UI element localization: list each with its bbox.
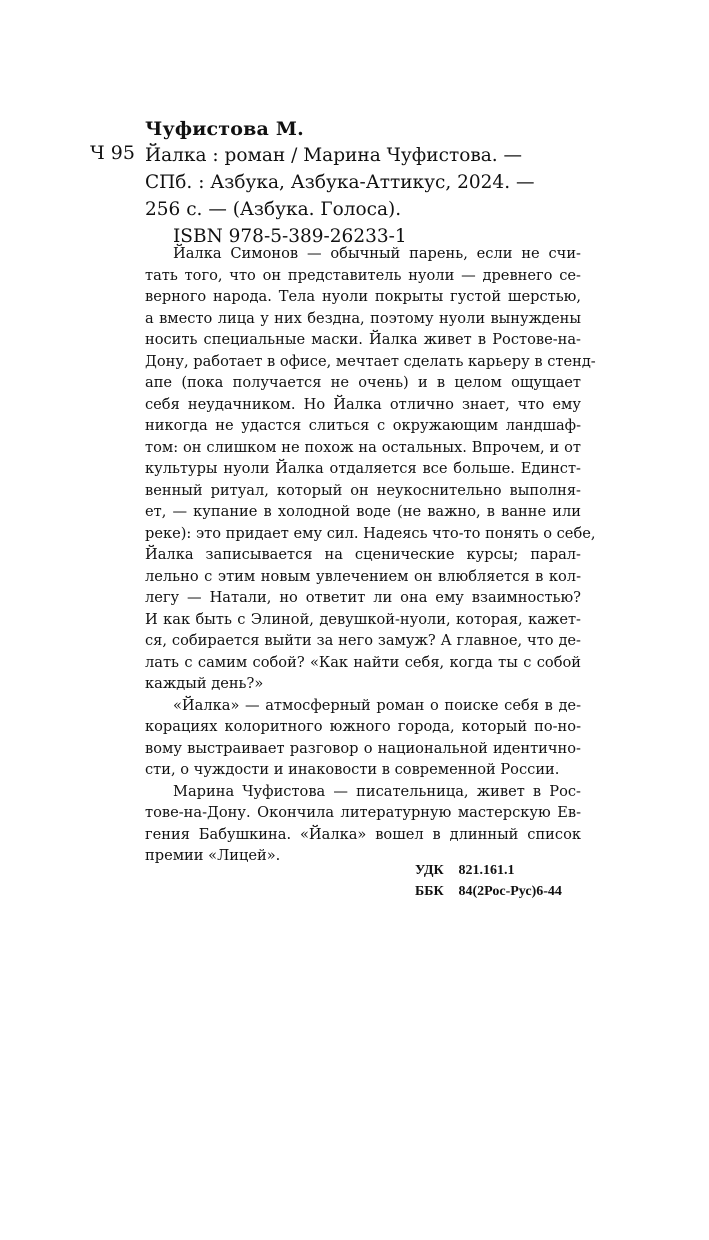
annotation-line: И как быть с Элиной, девушкой-нуоли, которая, кажет- bbox=[145, 610, 581, 628]
annotation-line: Марина Чуфистова — писательница, живет в Рос- bbox=[173, 782, 581, 800]
annotation-line: «Йалка» — атмосферный роман о поиске себя в де- bbox=[173, 696, 581, 714]
annotation-line: себя неудачником. Но Йалка отлично знает, что ему bbox=[145, 395, 581, 413]
isbn-line: ISBN 978-5-389-26233-1 bbox=[173, 226, 407, 247]
bbk-value: 84(2Рос-Рус)6-44 bbox=[458, 884, 562, 899]
bbk-code bbox=[415, 881, 562, 902]
annotation-line: лельно с этим новым увлечением он влюбляется в кол- bbox=[145, 567, 581, 585]
annotation-line: апе (пока получается не очень) и в целом ощущает bbox=[145, 374, 581, 391]
annotation-line: том: он слишком не похож на остальных. Впрочем, и от bbox=[145, 438, 581, 456]
author-heading: Чуфистова М. bbox=[145, 118, 304, 140]
annotation-line: а вместо лица у них бездна, поэтому нуоли вынуждены bbox=[145, 309, 581, 327]
annotation-line: Йалка записывается на сценические курсы; парал- bbox=[145, 546, 581, 563]
annotation-line: сти, о чуждости и инаковости в современной России. bbox=[145, 761, 560, 778]
annotation-line: корациях колоритного южного города, который по-но- bbox=[145, 718, 581, 735]
annotation-line: Йалка Симонов — обычный парень, если не счи- bbox=[173, 245, 581, 262]
annotation-line: премии «Лицей». bbox=[145, 847, 281, 864]
annotation-line: реке): это придает ему сил. Надеясь что-то понять о себе, bbox=[145, 524, 596, 542]
annotation-line: легу — Натали, но ответит ли она ему взаимностью? bbox=[145, 589, 581, 606]
udc-value: 821.161.1 bbox=[458, 863, 515, 878]
udc-label: УДК bbox=[415, 863, 444, 878]
bbk-label: ББК bbox=[415, 884, 444, 899]
udc-code bbox=[415, 860, 562, 881]
annotation-line: ся, собирается выйти за него замуж? А главное, что де- bbox=[145, 632, 581, 649]
annotation-line: ет, — купание в холодной воде (не важно, в ванне или bbox=[145, 503, 581, 520]
series-line: 256 с. — (Азбука. Голоса). bbox=[145, 199, 402, 220]
title-line: Йалка : роман / Марина Чуфистова. — bbox=[145, 145, 523, 166]
annotation-line: культуры нуоли Йалка отдаляется все больше. Единст- bbox=[145, 460, 581, 477]
annotation-line: вому выстраивает разговор о национальной идентично- bbox=[145, 739, 581, 757]
annotation-line: тать того, что он представитель нуоли — древнего се- bbox=[145, 266, 581, 284]
imprint-line: СПб. : Азбука, Азбука-Аттикус, 2024. — bbox=[145, 172, 535, 193]
annotation-line: венный ритуал, который он неукоснительно выполня- bbox=[145, 481, 581, 499]
annotation-line: гения Бабушкина. «Йалка» вошел в длинный список bbox=[145, 825, 581, 843]
annotation bbox=[145, 243, 596, 867]
annotation-line: лать с самим собой? «Как найти себя, когда ты с собой bbox=[145, 653, 581, 671]
annotation-line: верного народа. Тела нуоли покрыты густой шерстью, bbox=[145, 288, 581, 305]
classification-codes bbox=[415, 860, 562, 902]
annotation-line: носить специальные маски. Йалка живет в Ростове-на- bbox=[145, 331, 581, 348]
author-mark: Ч 95 bbox=[90, 142, 135, 164]
annotation-line: никогда не удастся слиться с окружающим ландшаф- bbox=[145, 417, 581, 434]
annotation-line: каждый день?» bbox=[145, 675, 264, 692]
bibliographic-description bbox=[145, 142, 585, 250]
annotation-line: Дону, работает в офисе, мечтает сделать карьеру в стенд- bbox=[145, 352, 596, 370]
annotation-line: тове-на-Дону. Окончила литературную мастерскую Ев- bbox=[145, 804, 581, 821]
